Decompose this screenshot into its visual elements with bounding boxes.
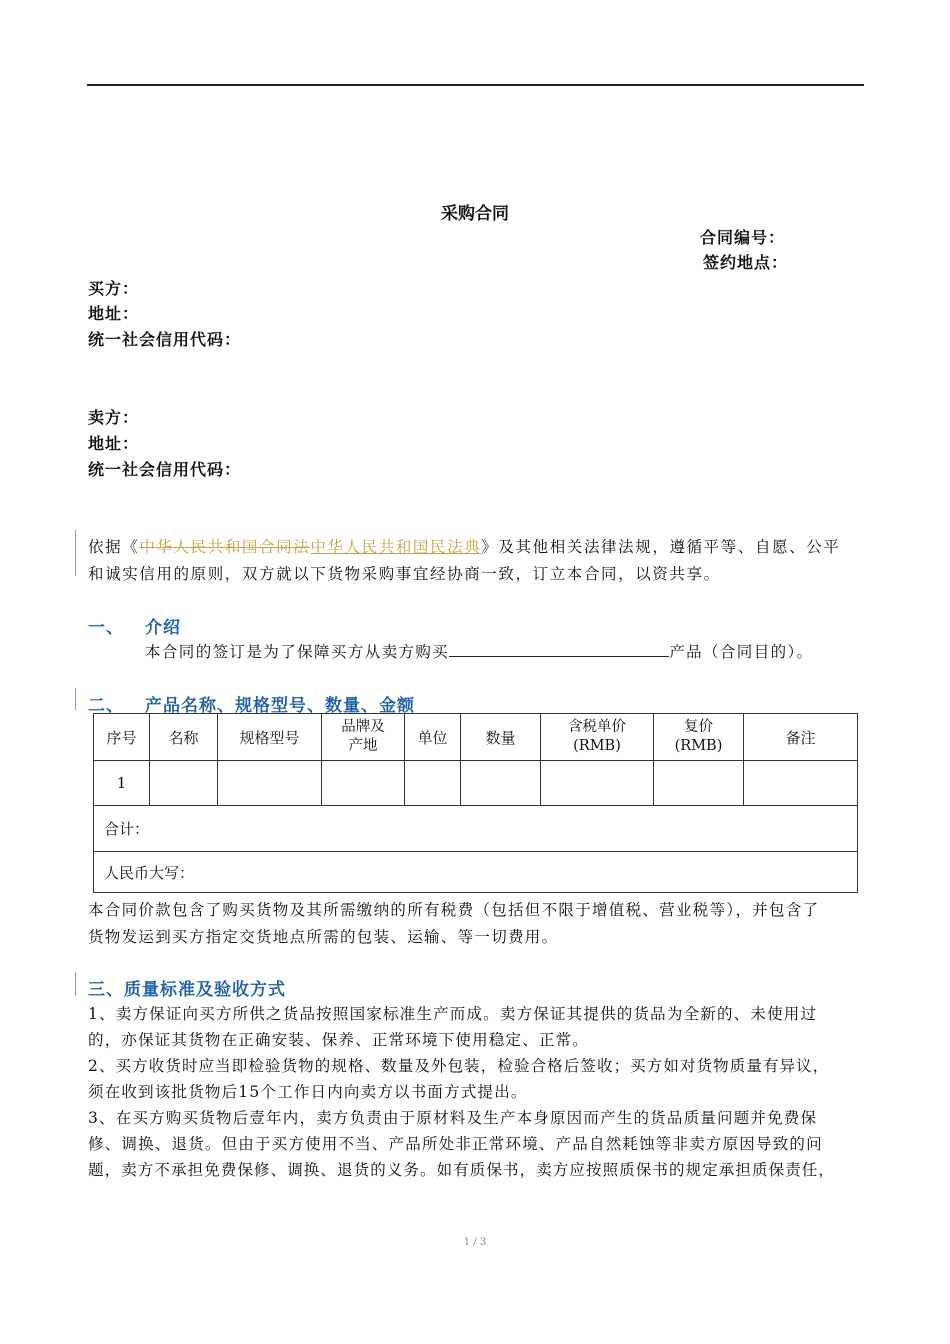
inserted-text: 中华人民共和国民法典 (310, 538, 482, 556)
header-cell-quantity: 数量 (461, 714, 541, 761)
product-table (93, 713, 858, 893)
intro-paragraph-line1: 依据《中华人民共和国合同法中华人民共和国民法典》及其他相关法律法规，遵循平等、自愿、公平 (88, 538, 841, 556)
price-note-line2: 货物发运到买方指定交货地点所需的包装、运输、等一切费用。 (88, 928, 559, 946)
seller-label: 卖方： (88, 408, 140, 427)
section3-line: 的，亦保证其货物在正确安装、保养、正常环境下使用稳定、正常。 (88, 1031, 590, 1049)
table-cell (654, 761, 744, 806)
section1-number: 一、 (88, 618, 124, 638)
section2-number: 二、 (88, 696, 124, 716)
table-cell: 1 (94, 761, 150, 806)
section3-line: 3、在买方购买货物后壹年内，卖方负责由于原材料及生产本身原因而产生的货品质量问题并免费保 (88, 1109, 818, 1127)
header-cell-remarks: 备注 (744, 714, 858, 761)
header-cell-spec: 规格型号 (218, 714, 322, 761)
change-bar (75, 530, 76, 576)
table-cell (461, 761, 541, 806)
sign-place-label: 签约地点： (703, 253, 789, 272)
header-rule (87, 84, 864, 86)
section3-line: 2、买方收货时应当即检验货物的规格、数量及外包装，检验合格后签收；买方如对货物质量有异议， (88, 1057, 830, 1075)
section3-line: 题，卖方不承担免费保修、调换、退货的义务。如有质保书，卖方应按照质保书的规定承担质保责任， (88, 1161, 836, 1179)
table-cell (541, 761, 654, 806)
table-row (94, 761, 858, 806)
section2-title: 产品名称、规格型号、数量、金额 (145, 696, 415, 716)
buyer-label: 买方： (88, 279, 140, 298)
section1-title: 介绍 (145, 618, 181, 638)
buyer-address-label: 地址： (88, 304, 140, 323)
header-cell-unit: 单位 (405, 714, 461, 761)
change-bar (75, 688, 76, 710)
header-cell-total-price: 复价 (RMB) (654, 714, 744, 761)
section3-title: 三、质量标准及验收方式 (88, 980, 286, 1000)
intro-paragraph-line2: 和诚实信用的原则，双方就以下货物采购事宜经协商一致，订立本合同，以资共享。 (88, 565, 721, 583)
rmb-words-label: 人民币大写： (94, 852, 858, 893)
table-cell (744, 761, 858, 806)
change-bar (75, 972, 76, 996)
purchase-blank (449, 642, 669, 657)
table-cell (218, 761, 322, 806)
section3-line: 修、调换、退货。但由于买方使用不当、产品所处非正常环境、产品自然耗蚀等非卖方原因导致的问 (88, 1135, 823, 1153)
buyer-credit-code-label: 统一社会信用代码： (88, 330, 242, 349)
seller-credit-code-label: 统一社会信用代码： (88, 460, 242, 479)
table-cell (150, 761, 218, 806)
total-label: 合计： (94, 806, 858, 852)
contract-number-label: 合同编号： (700, 228, 786, 247)
total-row (94, 806, 858, 852)
document-title: 采购合同 (441, 204, 509, 224)
section1-text: 本合同的签订是为了保障买方从卖方购买 产品（合同目的）。 (145, 643, 814, 661)
header-cell-index: 序号 (94, 714, 150, 761)
header-cell-brand: 品牌及 产地 (322, 714, 405, 761)
table-cell (405, 761, 461, 806)
deleted-text: 中华人民共和国合同法 (139, 538, 311, 556)
seller-address-label: 地址： (88, 434, 140, 453)
section3-line: 1、卖方保证向买方所供之货品按照国家标准生产而成。卖方保证其提供的货品为全新的、未使用过 (88, 1005, 818, 1023)
table-header-row (94, 714, 858, 761)
header-cell-name: 名称 (150, 714, 218, 761)
table-cell (322, 761, 405, 806)
header-cell-unit-price: 含税单价 (RMB) (541, 714, 654, 761)
page-number: 1 / 3 (463, 1237, 487, 1248)
rmb-words-row (94, 852, 858, 893)
section3-line: 须在收到该批货物后15个工作日内向卖方以书面方式提出。 (88, 1083, 528, 1101)
price-note-line1: 本合同价款包含了购买货物及其所需缴纳的所有税费（包括但不限于增值税、营业税等），并包含了 (88, 901, 820, 919)
